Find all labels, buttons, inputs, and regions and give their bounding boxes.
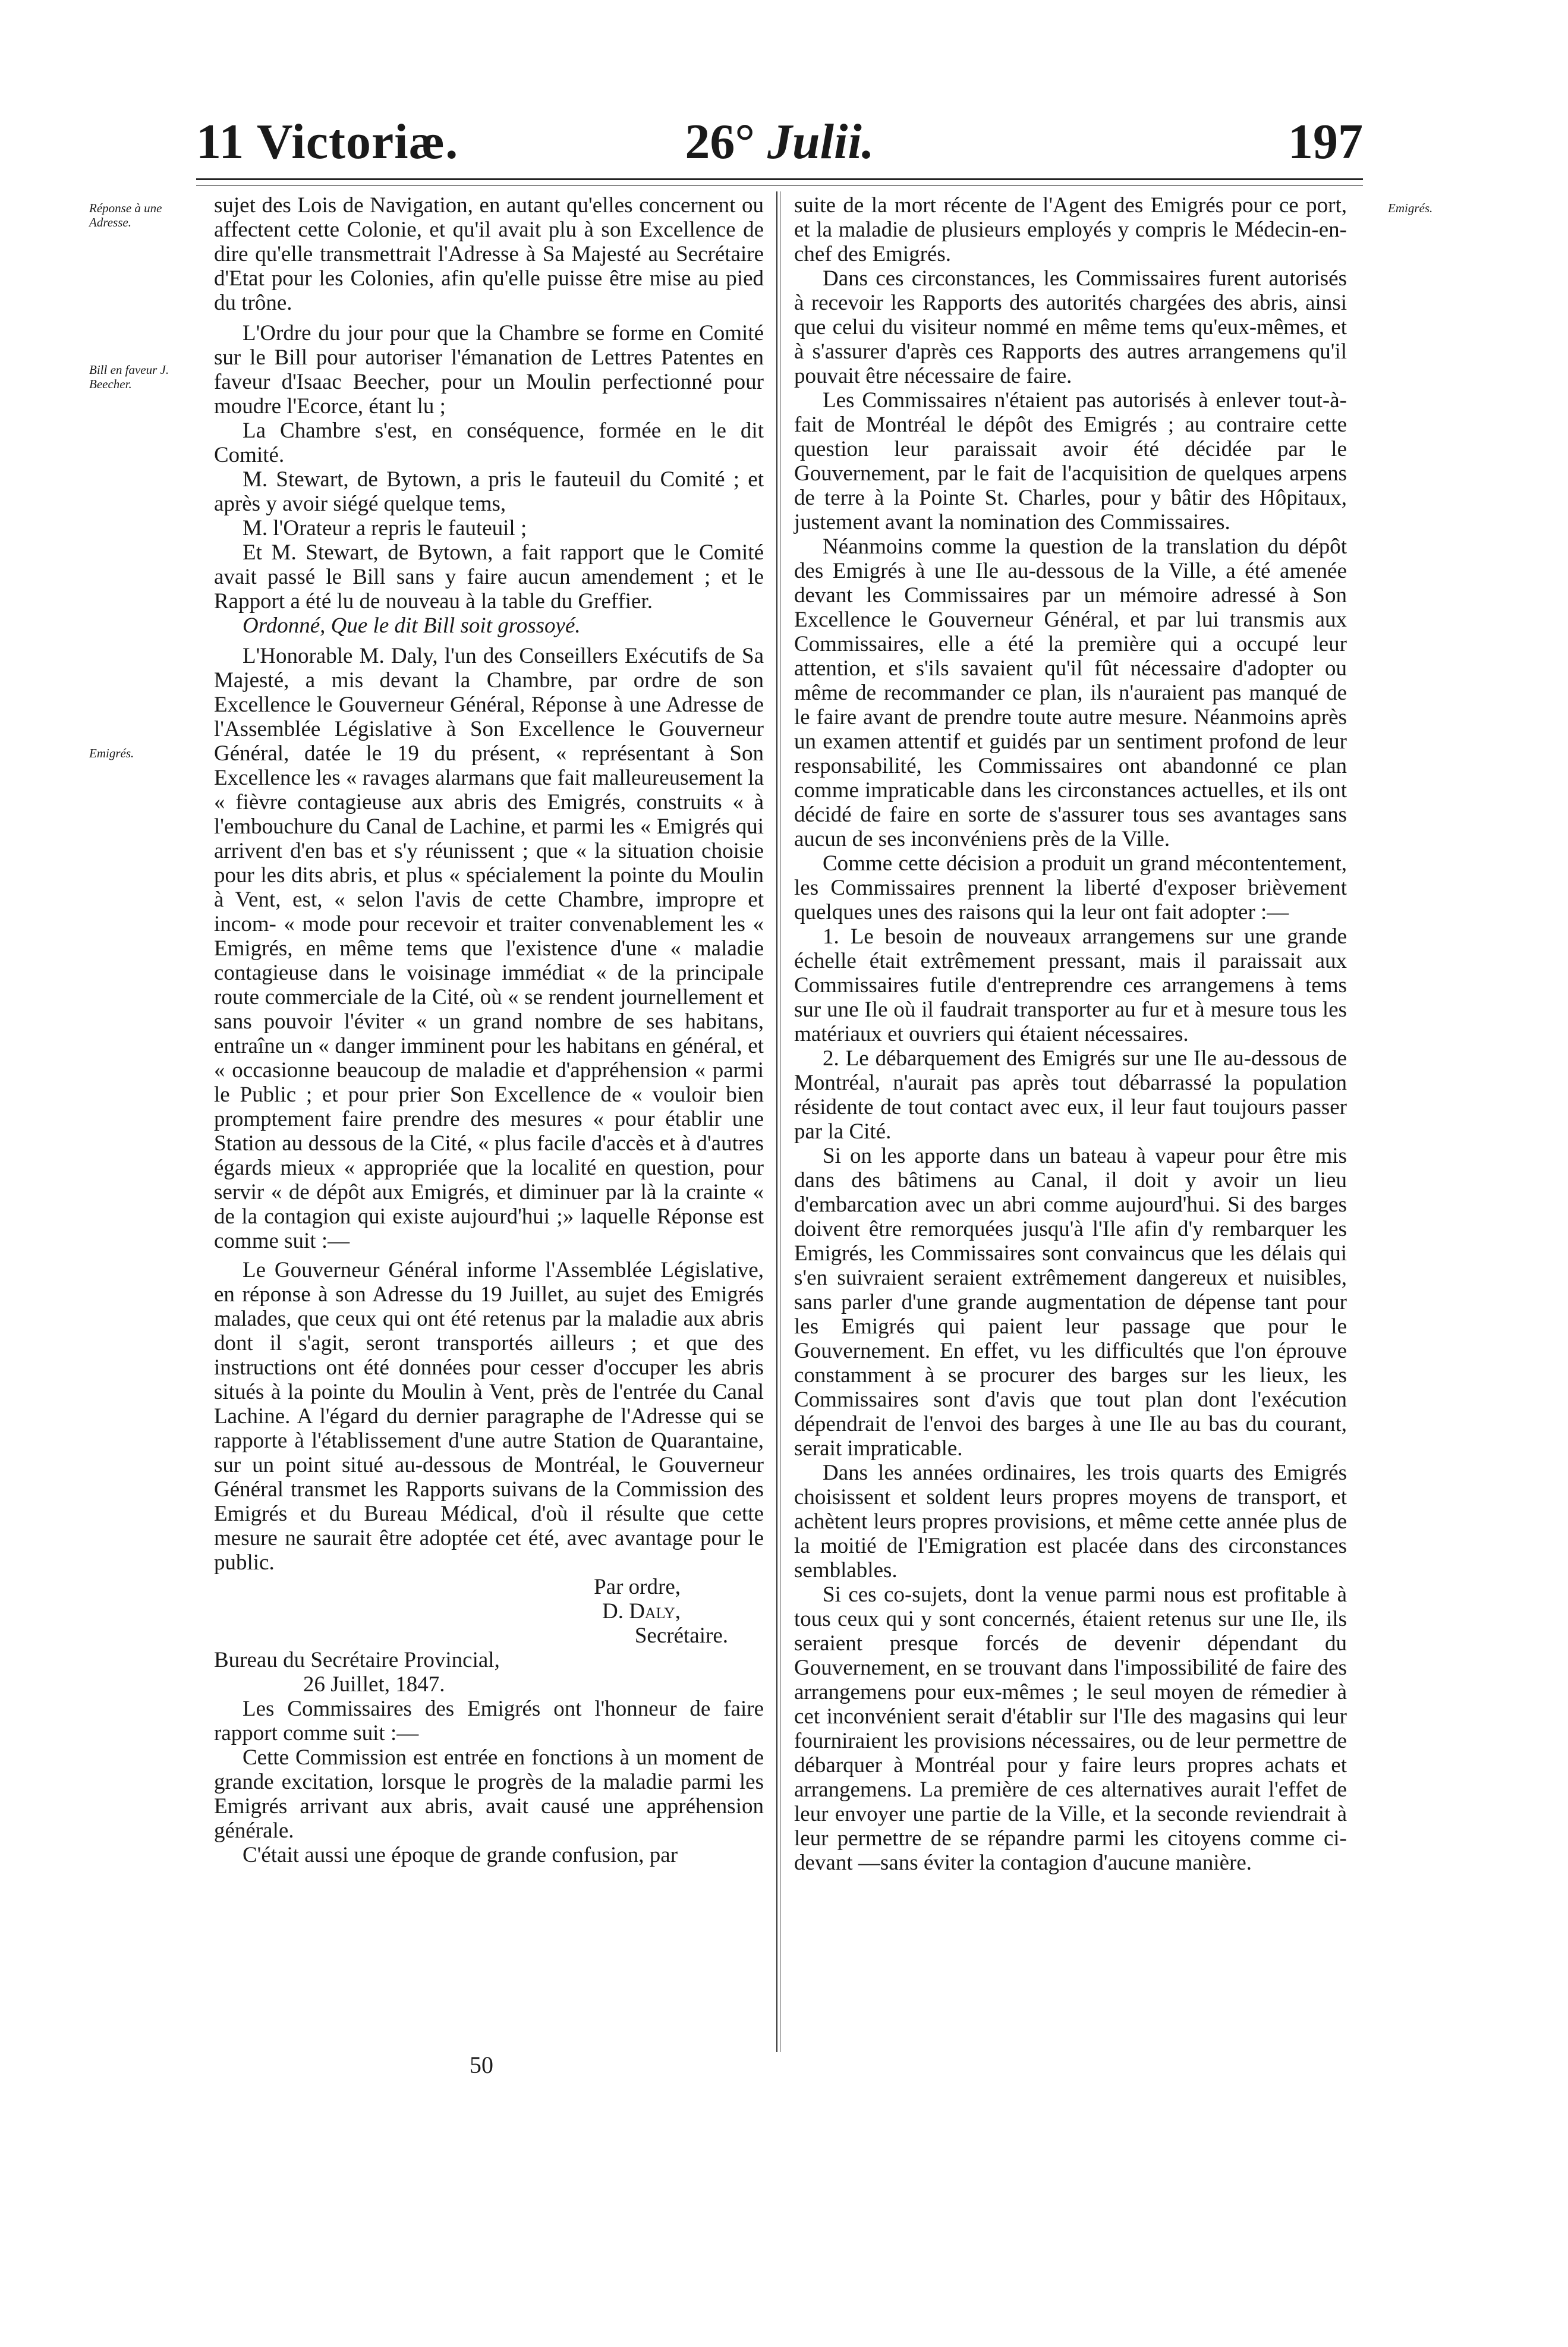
paragraph: Comme cette décision a produit un grand mécontentement, les Commissaires prennent la liberté d'exposer brièvement quelques unes des raisons qui la leur ont fait adopter :— xyxy=(794,851,1347,924)
header-date xyxy=(196,113,1363,171)
paragraph: suite de la mort récente de l'Agent des Emigrés pour ce port, et la maladie de plusieurs employés y compris le Médecin-en-chef des Emigrés. xyxy=(794,193,1347,266)
header-rule-thin xyxy=(196,185,1363,186)
running-header xyxy=(196,113,1363,184)
paragraph: Les Commissaires des Emigrés ont l'honneur de faire rapport comme suit :— xyxy=(214,1697,764,1745)
right-column xyxy=(794,193,1347,1875)
paragraph: sujet des Lois de Navigation, en autant qu'elles concernent ou affectent cette Colonie, et qu'il avait plu à son Excellence de dire qu'elle transmettrait l'Adresse à Sa Majesté au Secrétaire d'Etat pour les Colonies, afin qu'elle puisse être mise au pied du trône. xyxy=(214,193,764,315)
paragraph: M. l'Orateur a repris le fauteuil ; xyxy=(243,516,527,540)
margin-note-reponse: Réponse à une Adresse. xyxy=(89,201,162,229)
header-regnal-year: 11 Victoriæ. xyxy=(196,114,459,169)
signature-title: Secrétaire. xyxy=(634,1624,728,1648)
paragraph: C'était aussi une époque de grande confusion, par xyxy=(243,1843,678,1867)
date-line: 26 Juillet, 1847. xyxy=(303,1672,445,1697)
page-number: 197 xyxy=(1288,114,1363,169)
margin-note-bill: Bill en faveur J. Beecher. xyxy=(89,363,169,391)
paragraph: L'Honorable M. Daly, l'un des Conseillers Exécutifs de Sa Majesté, a mis devant la Chambre, par ordre de son Excellence le Gouverneur Général, Réponse à une Adresse de l'Assemblée Législative à Son Excellence le Gouverneur Général, datée le 19 du présent, « représentant à Son Excellence les « ravages alarmans que fait malleureusement la « fièvre contagieuse aux abris des Emigrés, construits « à l'embouchure du Canal de Lachine, et parmi les « Emigrés qui arrivent d'en bas et s'y réunissent ; que « la situation choisie pour les dits abris, et plus « spécialement la pointe du Moulin à Vent, est, « selon l'avis de cette Chambre, impropre et incom- « mode pour recevoir et traiter convenablement les « Emigrés, en même tems que l'existence d'une « maladie contagieuse dans le voisinage immédiat « de la principale route commerciale de la Cité, où « se rendent journellement et sans pouvoir l'éviter « un grand nombre de ses habitans, entraîne un « danger imminent pour les habitans en général, et « occasionne beaucoup de maladie et d'appréhension « parmi le Public ; et pour prier Son Excellence de « vouloir bien promptement faire prendre des mesures « pour établir une Station au dessous de la Cité, « plus facile d'accès et à d'autres égards mieux « appropriée que la localité en question, pour servir « de dépôt aux Emigrés, et diminuer par là la crainte « de la contagion qui existe aujourd'hui ;» laquelle Réponse est comme suit :— xyxy=(214,644,764,1253)
paragraph: 1. Le besoin de nouveaux arrangemens sur une grande échelle était extrêmement pressant, mais il paraissait aux Commissaires futile d'entreprendre ces arrangemens à tems sur une Ile où il faudrait transporter au fur et à mesure tous les matériaux et ouvriers qui étaient nécessaires. xyxy=(794,924,1347,1046)
header-day: 26° xyxy=(685,114,755,169)
paragraph: Cette Commission est entrée en fonctions à un moment de grande excitation, lorsque le progrès de la maladie parmi les Emigrés arrivant aux abris, avait causé une appréhension générale. xyxy=(214,1745,764,1843)
signature-line: Par ordre, xyxy=(594,1575,681,1599)
paragraph: Le Gouverneur Général informe l'Assemblée Législative, en réponse à son Adresse du 19 Juillet, au sujet des Emigrés malades, que ceux qui ont été retenus par la maladie aux abris dont il s'agit, seront transportés ailleurs ; et que des instructions ont été données pour cesser d'occuper les abris situés à la pointe du Moulin à Vent, près de l'entrée du Canal Lachine. A l'égard du dernier paragraphe de l'Adresse qui se rapporte à l'établissement d'une autre Station de Quarantaine, sur un point situé au-dessous de Montréal, le Gouverneur Général transmet les Rapports suivans de la Commission des Emigrés et du Bureau Médical, d'où il résulte que cette mesure ne saurait être adoptée cet été, avec avantage pour le public. xyxy=(214,1258,764,1575)
signature-mark: 50 xyxy=(470,2052,493,2078)
paragraph: Dans ces circonstances, les Commissaires furent autorisés à recevoir les Rapports des autorités chargées des abris, ainsi que celui du visiteur nommé en même tems qu'eux-mêmes, et à s'assurer d'après ces Rapports des autres arrangemens qu'il pouvait être nécessaire de faire. xyxy=(794,266,1347,388)
bureau-line: Bureau du Secrétaire Provincial, xyxy=(214,1648,500,1672)
paragraph: Si on les apporte dans un bateau à vapeur pour être mis dans des bâtimens au Canal, il doit y avoir un lieu d'embarcation avec un abri comme aujourd'hui. Si des barges doivent être remorquées jusqu'à l'Ile afin d'y rembarquer les Emigrés, les Commissaires sont convaincus que les délais qui s'en suivraient seraient extrêmement dangereux et nuisibles, sans parler d'une grande augmentation de dépense tant pour les Emigrés qui paient leur passage que pour le Gouvernement. En effet, vu les difficultés que l'on éprouve constamment à se procurer des barges sur les lieux, les Commissaires sont d'avis que tout plan dont l'exécution dépendrait de l'envoi des barges à une Ile au bas du courant, serait impraticable. xyxy=(794,1144,1347,1461)
paragraph: Néanmoins comme la question de la translation du dépôt des Emigrés à une Ile au-dessous de la Ville, a été amenée devant les Commissaires par un mémoire adressé à Son Excellence le Gouverneur Général, et par lui transmis aux Commissaires, elle a été la première qui a occupé leur attention, et s'ils savaient qu'il fût nécessaire d'adopter ou même de recommander ce plan, ils n'auraient pas manqué de le faire avant de prendre toute autre mesure. Néanmoins après un examen attentif et guidés par un sentiment profond de leur responsabilité, les Commissaires ont abandonné ce plan comme impraticable dans les circonstances actuelles, et ils ont décidé de faire en sorte de s'assurer tous ses avantages sans aucun de ses inconvéniens près de la Ville. xyxy=(794,534,1347,851)
header-rule xyxy=(196,178,1363,180)
column-divider xyxy=(776,191,777,2052)
signature-name: D. Daly, xyxy=(602,1599,681,1624)
paragraph: Et M. Stewart, de Bytown, a fait rapport que le Comité avait passé le Bill sans y faire aucun amendement ; et le Rapport a été lu de nouveau à la table du Greffier. xyxy=(214,540,764,614)
left-column xyxy=(214,193,764,1867)
paragraph: Dans les années ordinaires, les trois quarts des Emigrés choisissent et soldent leurs propres moyens de transport, et achètent leurs propres provisions, et même cette année plus de la moitié de l'Emigration est placée dans des circonstances semblables. xyxy=(794,1461,1347,1583)
paragraph: M. Stewart, de Bytown, a pris le fauteuil du Comité ; et après y avoir siégé quelque tems, xyxy=(214,467,764,516)
margin-note-emigres: Emigrés. xyxy=(89,746,134,760)
paragraph: Si ces co-sujets, dont la venue parmi nous est profitable à tous ceux qui y sont concernés, étaient retenus sur une Ile, ils seraient presque forcés de devenir dépendant du Gouvernement, en se trouvant dans l'impossibilité de faire des arrangemens pour eux-mêmes ; le seul moyen de rémedier à cet inconvénient serait d'établir sur l'Ile des magasins qui leur fourniraient les provisions nécessaires, ou de leur permettre de débarquer à Montréal pour y faire leurs propres achats et arrangemens. La première de ces alternatives aurait l'effet de leur envoyer une partie de la Ville, et la seconde reviendrait à leur permettre de se répandre parmi les citoyens comme ci-devant —sans éviter la contagion d'aucune manière. xyxy=(794,1583,1347,1875)
paragraph: L'Ordre du jour pour que la Chambre se forme en Comité sur le Bill pour autoriser l'émanation de Lettres Patentes en faveur d'Isaac Beecher, pour un Moulin perfectionné pour moudre l'Ecorce, étant lu ; xyxy=(214,321,764,419)
paragraph: La Chambre s'est, en conséquence, formée en le dit Comité. xyxy=(214,419,764,467)
paragraph: Les Commissaires n'étaient pas autorisés à enlever tout-à-fait de Montréal le dépôt des Emigrés ; au contraire cette question leur paraissait avoir été décidée par le Gouvernement, par le fait de l'acquisition de quelques arpens de terre à la Pointe St. Charles, pour y bâtir des Hôpitaux, justement avant la nomination des Commissaires. xyxy=(794,388,1347,534)
margin-note-emigres-right: Emigrés. xyxy=(1388,201,1433,215)
header-month: Julii. xyxy=(767,114,874,169)
paragraph: Ordonné, Que le dit Bill soit grossoyé. xyxy=(243,614,581,638)
paragraph: 2. Le débarquement des Emigrés sur une Ile au-dessous de Montréal, n'aurait pas après tout débarrassé la population résidente de tout contact avec eux, il leur faut toujours passer par la Cité. xyxy=(794,1046,1347,1144)
